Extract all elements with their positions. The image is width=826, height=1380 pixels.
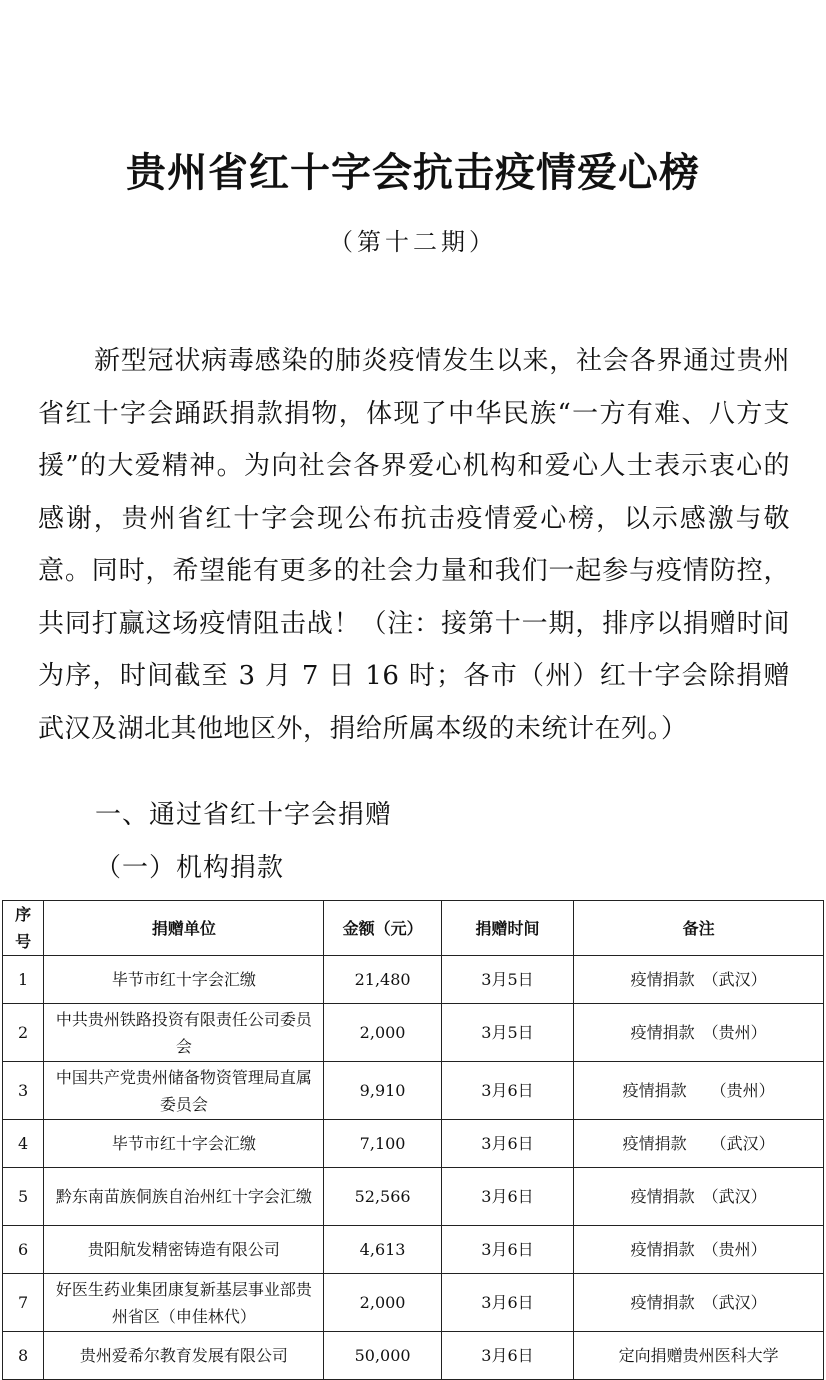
cell-unit: 好医生药业集团康复新基层事业部贵州省区（申佳林代） <box>44 1274 324 1332</box>
table-row <box>3 1332 824 1380</box>
cell-date: 3月5日 <box>441 956 573 1004</box>
cell-note: 定向捐赠贵州医科大学 <box>574 1332 824 1380</box>
cell-no: 4 <box>3 1120 44 1168</box>
cell-amount: 52,566 <box>324 1168 441 1226</box>
cell-amount: 50,000 <box>324 1332 441 1380</box>
cell-note: 疫情捐款 （贵州） <box>574 1062 824 1120</box>
table-row <box>3 956 824 1004</box>
cell-no: 8 <box>3 1332 44 1380</box>
cell-unit: 贵阳航发精密铸造有限公司 <box>44 1226 324 1274</box>
cell-note: 疫情捐款 （武汉） <box>574 1168 824 1226</box>
cell-no: 5 <box>3 1168 44 1226</box>
cell-no: 1 <box>3 956 44 1004</box>
cell-unit: 贵州爱希尔教育发展有限公司 <box>44 1332 324 1380</box>
cell-no: 6 <box>3 1226 44 1274</box>
cell-no: 2 <box>3 1004 44 1062</box>
cell-note: 疫情捐款 （贵州） <box>574 1004 824 1062</box>
table-row <box>3 1226 824 1274</box>
sub-heading: （一）机构捐款 <box>95 853 285 883</box>
cell-note: 疫情捐款 （贵州） <box>574 1226 824 1274</box>
header-date: 捐赠时间 <box>441 901 573 956</box>
cell-date: 3月5日 <box>441 1004 573 1062</box>
cell-amount: 7,100 <box>324 1120 441 1168</box>
donation-table <box>2 900 824 1380</box>
donation-table-container <box>2 900 824 1380</box>
cell-unit: 毕节市红十字会汇缴 <box>44 956 324 1004</box>
cell-unit: 黔东南苗族侗族自治州红十字会汇缴 <box>44 1168 324 1226</box>
document-title: 贵州省红十字会抗击疫情爱心榜 <box>126 149 700 196</box>
cell-no: 7 <box>3 1274 44 1332</box>
cell-unit: 中国共产党贵州储备物资管理局直属委员会 <box>44 1062 324 1120</box>
cell-date: 3月6日 <box>441 1120 573 1168</box>
table-row <box>3 1274 824 1332</box>
cell-note: 疫情捐款 （武汉） <box>574 956 824 1004</box>
header-amount: 金额（元） <box>324 901 441 956</box>
cell-amount: 9,910 <box>324 1062 441 1120</box>
cell-unit: 中共贵州铁路投资有限责任公司委员会 <box>44 1004 324 1062</box>
header-note: 备注 <box>574 901 824 956</box>
table-header-row <box>3 901 824 956</box>
cell-date: 3月6日 <box>441 1168 573 1226</box>
table-row <box>3 1120 824 1168</box>
cell-date: 3月6日 <box>441 1062 573 1120</box>
header-unit: 捐赠单位 <box>44 901 324 956</box>
section-heading: 一、通过省红十字会捐赠 <box>95 800 393 830</box>
table-row <box>3 1004 824 1062</box>
table-row <box>3 1062 824 1120</box>
cell-amount: 2,000 <box>324 1274 441 1332</box>
cell-note: 疫情捐款 （武汉） <box>574 1120 824 1168</box>
header-no: 序号 <box>3 901 44 956</box>
table-row <box>3 1168 824 1226</box>
cell-unit: 毕节市红十字会汇缴 <box>44 1120 324 1168</box>
cell-amount: 4,613 <box>324 1226 441 1274</box>
cell-note: 疫情捐款 （武汉） <box>574 1274 824 1332</box>
cell-amount: 21,480 <box>324 956 441 1004</box>
cell-date: 3月6日 <box>441 1226 573 1274</box>
intro-paragraph: 新型冠状病毒感染的肺炎疫情发生以来，社会各界通过贵州省红十字会踊跃捐款捐物，体现了中华民族“一方有难、八方支援”的大爱精神。为向社会各界爱心机构和爱心人士表示衷心的感谢，贵州省红十字会现公布抗击疫情爱心榜，以示感激与敬意。同时，希望能有更多的社会力量和我们一起参与疫情防控，共同打赢这场疫情阻击战！（注：接第十一期，排序以捐赠时间为序，时间截至 3 月 7 日 16 时；各市（州）红十字会除捐赠武汉及湖北其他地区外，捐给所属本级的未统计在列。） <box>38 346 790 744</box>
document-subtitle: （第十二期） <box>329 228 497 256</box>
cell-date: 3月6日 <box>441 1332 573 1380</box>
cell-no: 3 <box>3 1062 44 1120</box>
cell-amount: 2,000 <box>324 1004 441 1062</box>
cell-date: 3月6日 <box>441 1274 573 1332</box>
